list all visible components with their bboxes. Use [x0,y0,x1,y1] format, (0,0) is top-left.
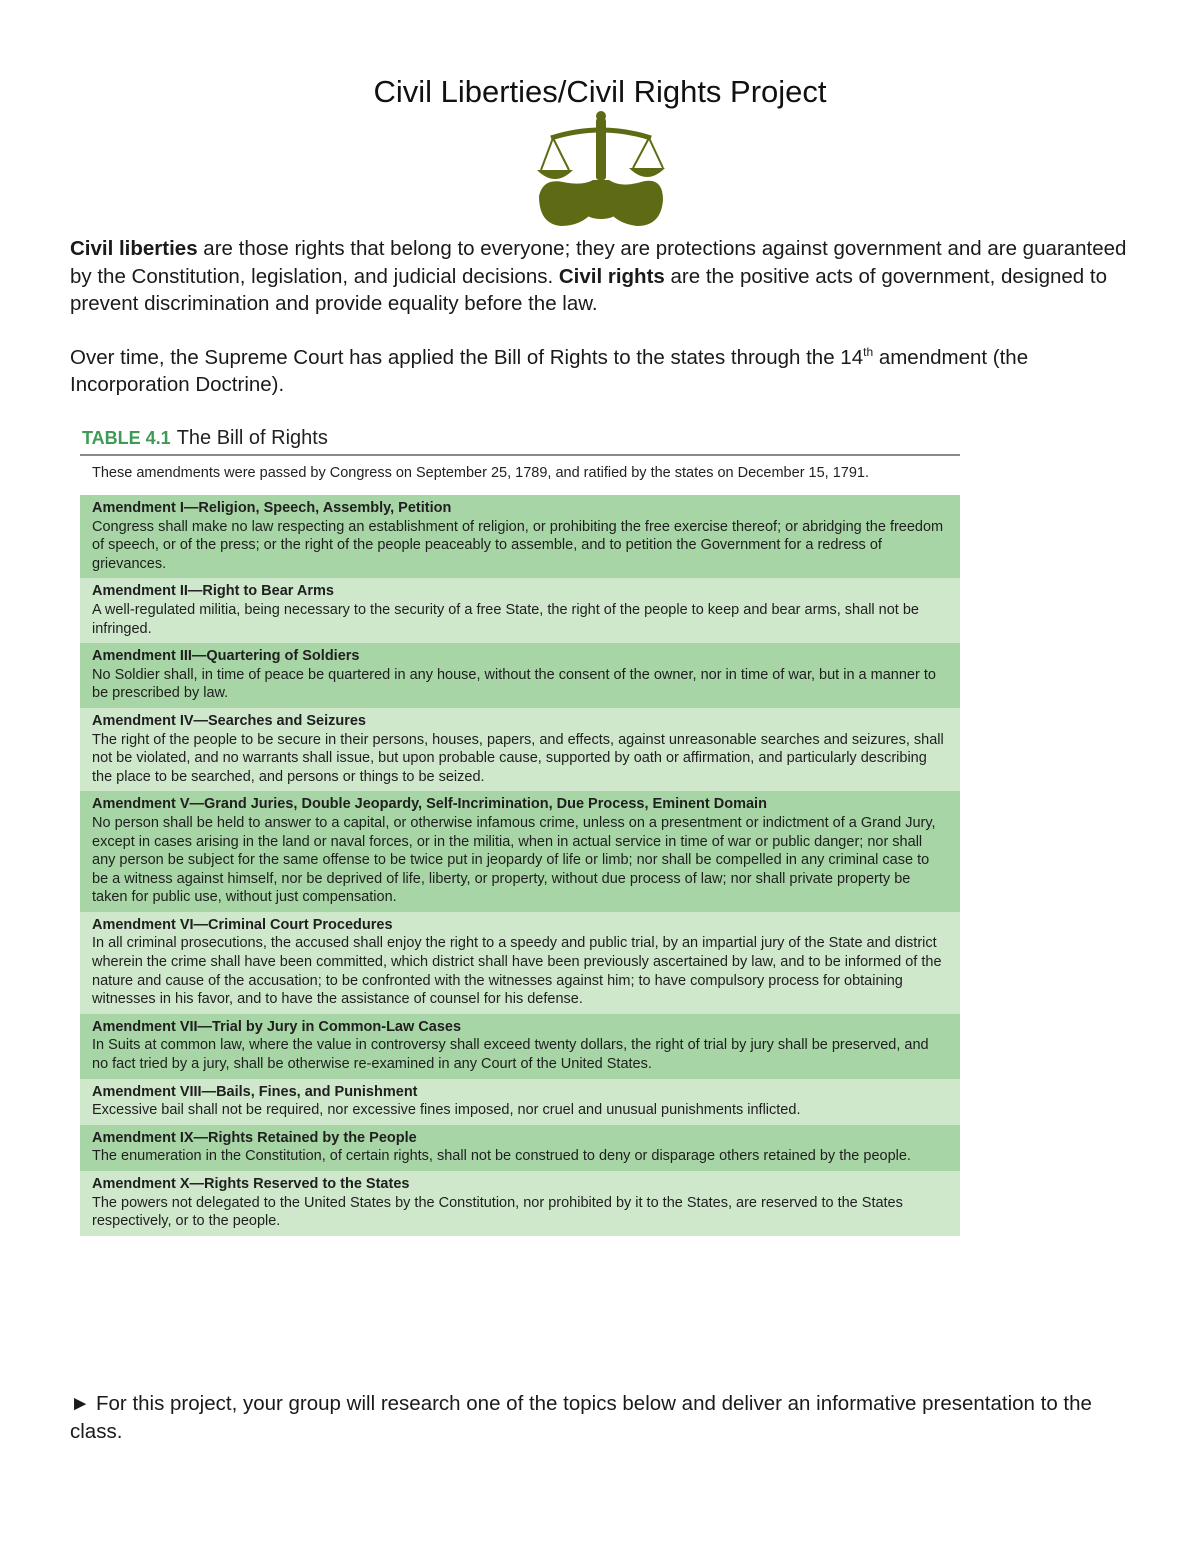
bill-of-rights-table [80,424,960,1236]
amendment-heading: Amendment III—Quartering of Soldiers [92,648,360,665]
amendment-text: The powers not delegated to the United States by the Constitution, nor prohibited by it to the States, are reserved to the States respectively, or to the people. [92,1194,903,1230]
page-title: Civil Liberties/Civil Rights Project [373,74,827,109]
amendment-heading: Amendment IV—Searches and Seizures [92,712,366,729]
intro-text [70,235,1130,399]
amendment-row-6 [80,912,960,1014]
amendment-text: The right of the people to be secure in their persons, houses, papers, and effects, against unreasonable searches and seizures, shall not be violated, and no warrants shall issue, but upon probable cause, supported by oath or affirmation, and particularly describing the place to be searched, and persons or things to be seized. [92,731,944,785]
amendment-text: In Suits at common law, where the value in controversy shall exceed twenty dollars, the right of trial by jury shall be preserved, and no fact tried by a jury, shall be otherwise re-examined in any Court of the United States. [92,1037,929,1073]
amendment-row-8 [80,1079,960,1125]
amendment-text: The enumeration in the Constitution, of certain rights, shall not be construed to deny or disparage others retained by the people. [92,1148,911,1165]
table-label: TABLE 4.1 [82,428,171,448]
amendment-heading: Amendment II—Right to Bear Arms [92,583,334,600]
table-caption: These amendments were passed by Congress on September 25, 1789, and ratified by the states on December 15, 1791. [92,465,870,481]
amendment-text: A well-regulated militia, being necessary to the security of a free State, the right of the people to keep and bear arms, shall not be infringed. [92,601,919,637]
pointer-arrow-icon: ► [70,1392,91,1415]
intro-p2-text-1: Over time, the Supreme Court has applied the Bill of Rights to the states through the 14 [70,345,864,369]
amendment-row-3 [80,643,960,708]
amendment-text: Excessive bail shall not be required, nor excessive fines imposed, nor cruel and unusual punishments inflicted. [92,1102,801,1119]
ordinal-suffix: th [863,344,874,359]
intro-p1-text-2: are the positive acts of government, designed to prevent discrimination and provide equality before the law. [70,264,1107,315]
amendment-text: No person shall be held to answer to a capital, or otherwise infamous crime, unless on a presentment or indictment of a Grand Jury, except in cases arising in the land or naval forces, or in the militia, when in actual service in time of war or public danger; nor shall any person be subject for the same offense to be twice put in jeopardy of life or limb; nor shall be compelled in any criminal case to be a witness against himself, nor be deprived of life, liberty, or property, without due process of law; nor shall private property be taken for public use, without just compensation. [92,814,936,906]
table-title: The Bill of Rights [176,427,328,449]
amendment-rows [80,495,960,1236]
amendment-row-5 [80,791,960,912]
amendment-row-7 [80,1014,960,1079]
amendment-heading: Amendment VI—Criminal Court Procedures [92,916,393,933]
amendment-text: In all criminal prosecutions, the accused shall enjoy the right to a speedy and public trial, by an impartial jury of the State and district wherein the crime shall have been committed, which district shall have been previously ascertained by law, and to be informed of the nature and cause of the accusation; to be confronted with the witnesses against him; to have compulsory process for obtaining witnesses in his favor, and to have the assistance of counsel for his defense. [92,935,942,1008]
amendment-row-4 [80,708,960,791]
scales-of-justice-icon [533,108,667,232]
amendment-heading: Amendment VIII—Bails, Fines, and Punishment [92,1083,418,1100]
amendment-text: No Soldier shall, in time of peace be quartered in any house, without the consent of the owner, nor in time of war, but in a manner to be prescribed by law. [92,666,936,702]
amendment-heading: Amendment I—Religion, Speech, Assembly, Petition [92,500,452,516]
project-instructions [70,1390,1130,1445]
amendment-text: Congress shall make no law respecting an establishment of religion, or prohibiting the free exercise thereof; or abridging the freedom of speech, or of the press; or the right of the people peaceably to assemble, and to petition the Government for a redress of grievances. [92,518,944,572]
amendment-row-1 [80,495,960,578]
table-heading [80,424,960,452]
amendment-heading: Amendment VII—Trial by Jury in Common-Law Cases [92,1018,462,1035]
intro-paragraph-1 [70,235,1130,318]
amendment-row-2 [80,578,960,643]
project-instructions-text: For this project, your group will research one of the topics below and deliver an informative presentation to the class. [70,1392,1092,1443]
amendment-heading: Amendment V—Grand Juries, Double Jeopardy, Self-Incrimination, Due Process, Eminent Domain [92,796,767,813]
intro-paragraph-2 [70,344,1130,399]
civil-liberties-term: Civil liberties [70,237,198,260]
amendment-row-9 [80,1125,960,1171]
intro-p1-text-1: are those rights that belong to everyone; they are protections against government and are guaranteed by the Constitution, legislation, and judicial decisions. [70,237,1127,288]
amendment-heading: Amendment IX—Rights Retained by the People [92,1129,417,1146]
amendment-row-10 [80,1171,960,1236]
amendment-heading: Amendment X—Rights Reserved to the States [92,1176,410,1192]
intro-p2-text-2: amendment (the Incorporation Doctrine). [70,345,1029,396]
civil-rights-term: Civil rights [558,264,665,288]
